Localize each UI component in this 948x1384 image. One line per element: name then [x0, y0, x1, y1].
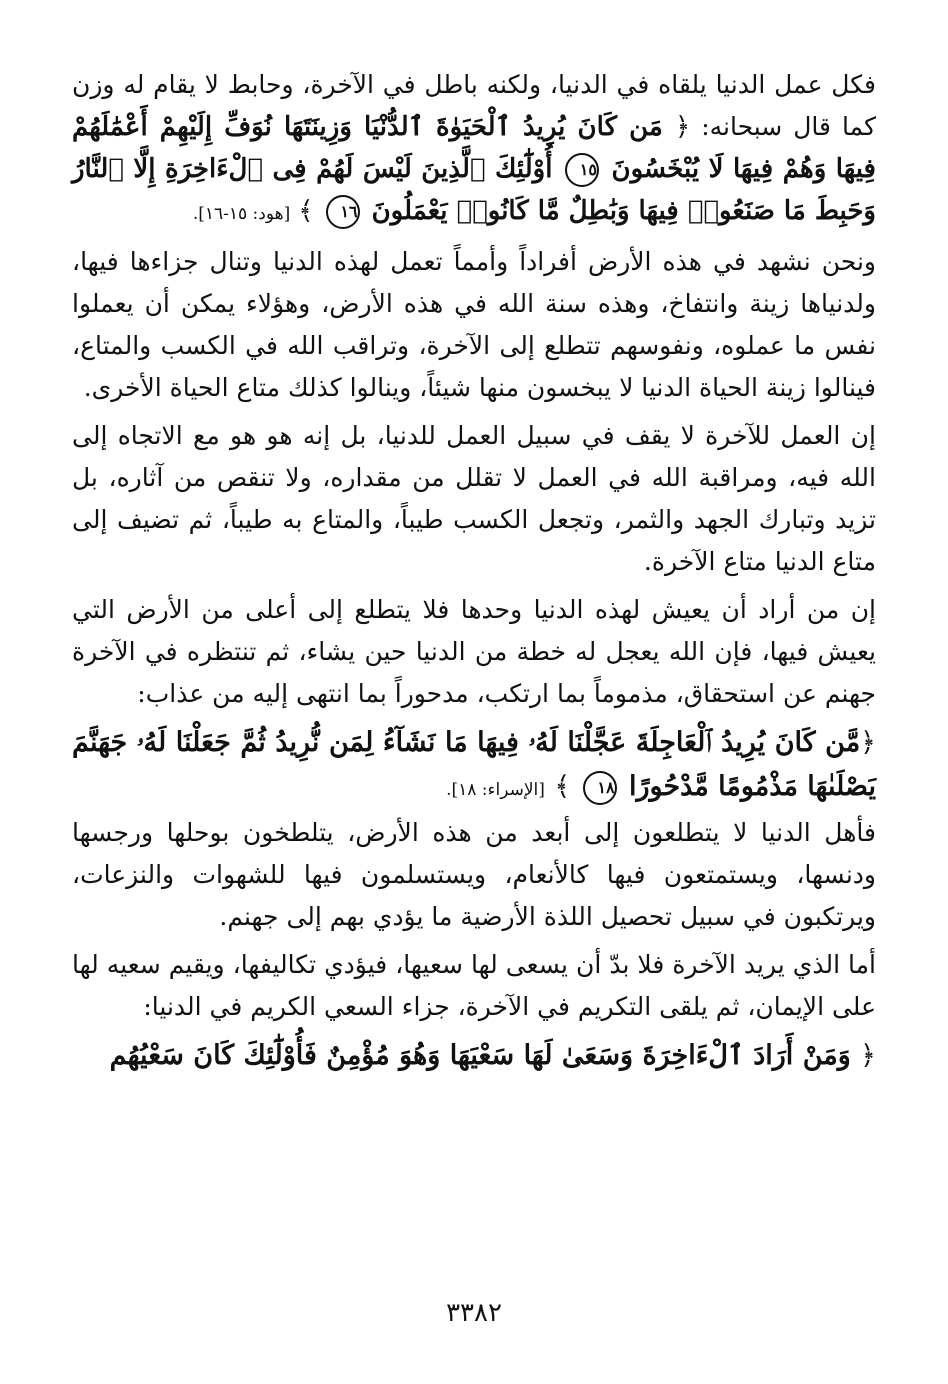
paragraph-6: أما الذي يريد الآخرة فلا بدّ أن يسعى لها سعيها، فيؤدي تكاليفها، ويقيم سعيه لها على الإيمان، ثم يلقى التكريم في الآخرة، جزاء السعي الكريم في الدنيا:	[72, 950, 876, 1021]
quran-verse-isra-19	[72, 1034, 876, 1078]
quran-verse-isra	[72, 721, 876, 812]
ornate-open-bracket: ﴿	[860, 727, 876, 758]
ayah-number-marker: ١٨	[583, 771, 617, 805]
ornate-close-bracket: ﴾	[298, 196, 314, 226]
ayah-number-marker: ١٦	[326, 195, 360, 229]
verse-isra-19-text: وَمَنْ أَرَادَ ٱلْءَاخِرَةَ وَسَعَىٰ لَهَا سَعْيَهَا وَهُوَ مُؤْمِنٌ فَأُوْلَٰٓئِكَ كَانَ سَعْيُهُم	[109, 1040, 851, 1071]
paragraph-1	[72, 64, 876, 235]
verse-hud-15-text: مَن كَانَ يُرِيدُ ٱلْحَيَوٰةَ ٱلدُّنْيَا وَزِينَتَهَا نُوَفِّ إِلَيْهِمْ أَعْمَٰلَهُمْ فِيهَا وَهُمْ فِيهَا لَا يُبْخَسُونَ	[72, 112, 876, 184]
verse-isra-18-text: مَّن كَانَ يُرِيدُ ٱلْعَاجِلَةَ عَجَّلْنَا لَهُۥ فِيهَا مَا نَشَآءُ لِمَن نُّرِيدُ ثُمَّ جَعَلْنَا لَهُۥ جَهَنَّمَ يَصْلَىٰهَا مَذْمُومًا مَّدْحُورًا	[72, 727, 876, 802]
paragraph-2: ونحن نشهد في هذه الأرض أفراداً وأمماً تعمل لهذه الدنيا وتنال جزاءها فيها، ولدنياها زينة وانتفاخ، وهذه سنة الله في هذه الأرض، وهؤلاء يمكن أن يعملوا نفس ما عملوه، ونفوسهم تتطلع إلى الآخرة، وتراقب الله في الكسب والمتاع، فينالوا زينة الحياة الدنيا لا يبخسون منها شيئاً، وينالوا كذلك متاع الحياة الأخرى.	[72, 247, 876, 402]
ayah-number-marker: ١٥	[565, 153, 599, 187]
verse-hud-16-text: أُوْلَٰٓئِكَ ٱلَّذِينَ لَيْسَ لَهُمْ فِى ٱلْءَاخِرَةِ إِلَّا ٱلنَّارُ وَحَبِطَ مَا صَنَعُوا۟ فِيهَا وَبَٰطِلٌ مَّا كَانُوا۟ يَعْمَلُونَ	[72, 154, 876, 226]
page-number: ٣٣٨٢	[446, 1298, 502, 1328]
paragraph-5: فأهل الدنيا لا يتطلعون إلى أبعد من هذه الأرض، يتلطخون بوحلها ورجسها ودنسها، ويستمتعون فيها كالأنعام، ويستسلمون فيها للشهوات والنزعات، ويرتكبون في سبيل تحصيل اللذة الأرضية ما يؤدي بهم إلى جهنم.	[72, 818, 876, 931]
paragraph-4: إن من أراد أن يعيش لهذه الدنيا وحدها فلا يتطلع إلى أعلى من الأرض التي يعيش فيها، فإن الله يعجل له خطة من الدنيا حين يشاء، ثم تنتظره في الآخرة جهنم عن استحقاق، مذموماً بما ارتكب، مدحوراً بما انتهى إليه من عذاب:	[72, 595, 876, 708]
ornate-open-bracket: ﴿	[860, 1040, 876, 1071]
ornate-open-bracket: ﴿	[674, 112, 691, 142]
paragraph-3: إن العمل للآخرة لا يقف في سبيل العمل للدنيا، بل إنه هو هو مع الاتجاه إلى الله فيه، ومراقبة الله في العمل لا تقلل من مقداره، ولا تنقص من آثاره، بل تزيد وتبارك الجهد والثمر، وتجعل الكسب طيباً، والمتاع به طيباً، ثم تضيف إلى متاع الدنيا متاع الآخرة.	[72, 421, 876, 576]
citation-isra: [الإسراء: ١٨].	[446, 780, 545, 800]
citation-hud: [هود: ١٥-١٦].	[192, 204, 291, 224]
paragraph-1-text: فكل عمل الدنيا يلقاه في الدنيا، ولكنه باطل في الآخرة، وحابط لا يقام له وزن كما قال سبحانه:	[72, 70, 876, 141]
ornate-close-bracket: ﴾	[554, 771, 571, 802]
